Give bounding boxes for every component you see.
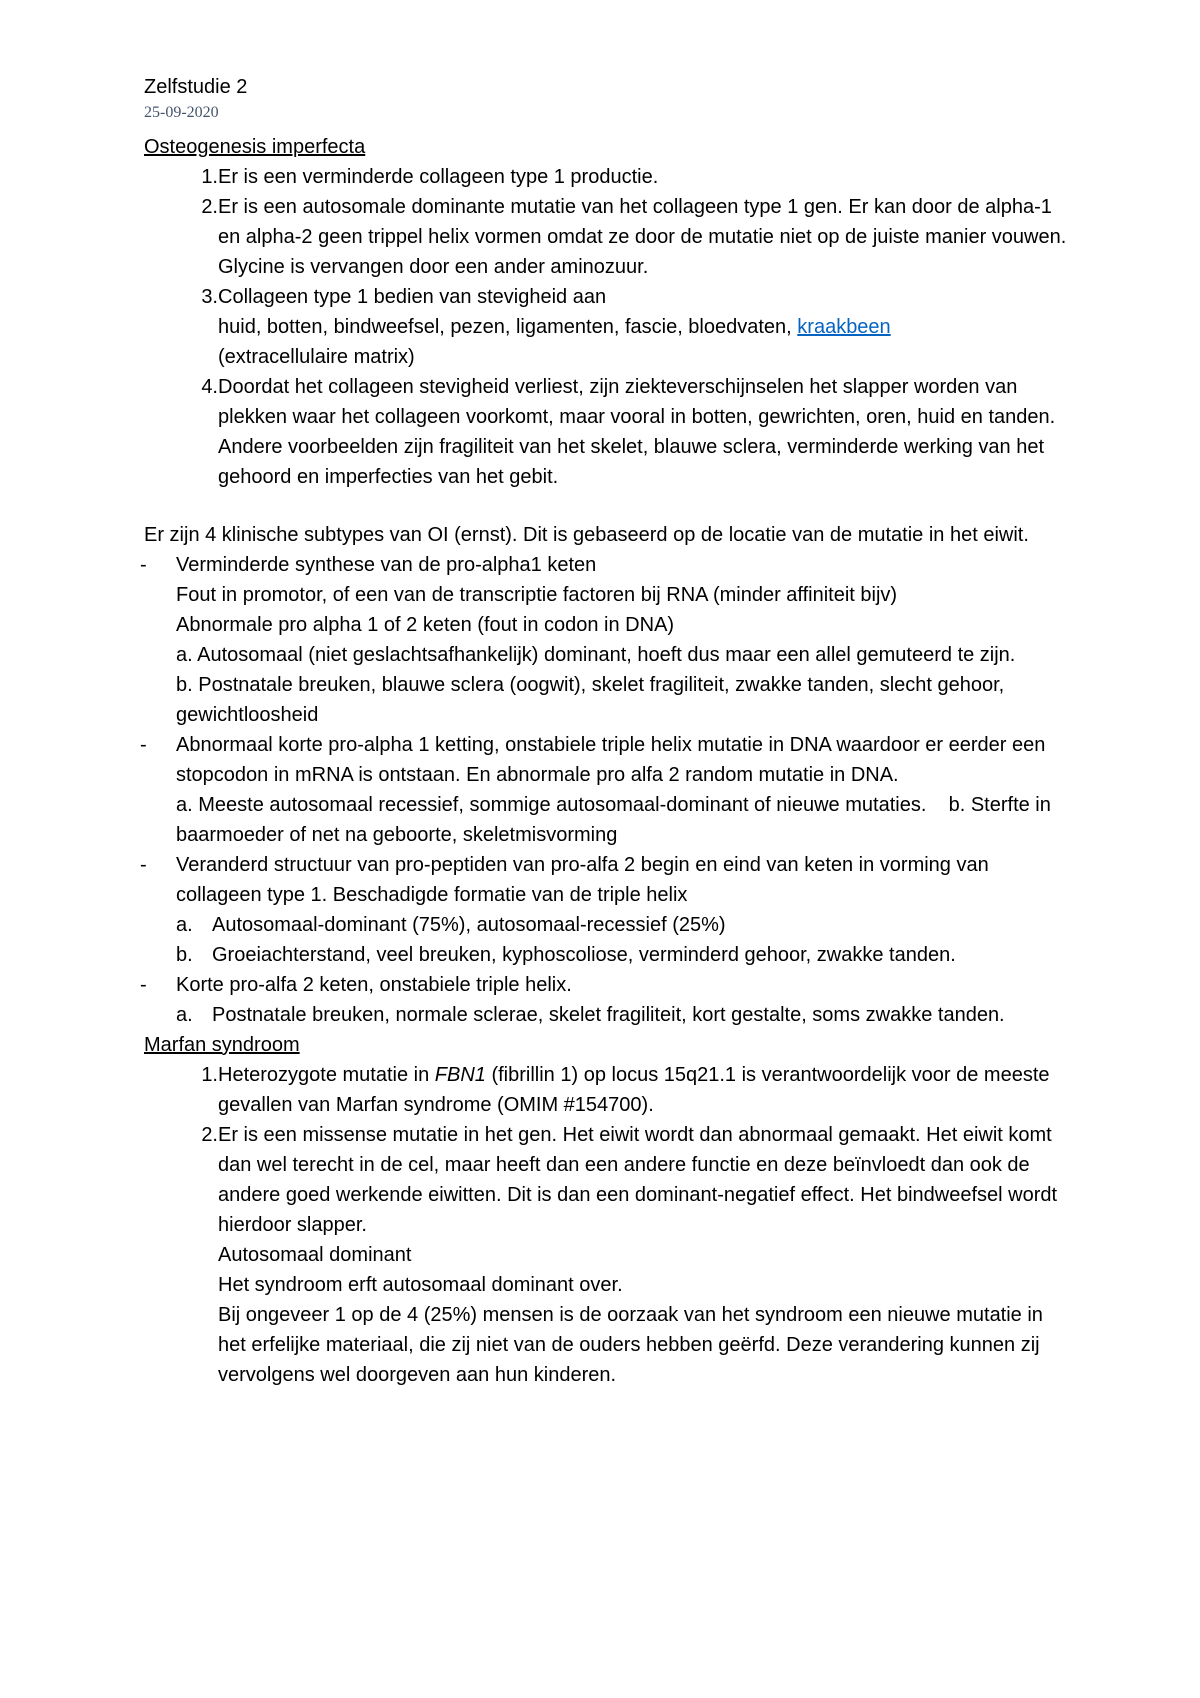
list-item-text: (extracellulaire matrix)	[218, 346, 415, 368]
bullet-body	[176, 730, 1074, 850]
list-item	[144, 1060, 1074, 1120]
list-item-body	[218, 282, 1074, 372]
list-item	[144, 192, 1074, 282]
list-item-text: Er is een verminderde collageen type 1 productie.	[218, 166, 659, 188]
list-item-text: Doordat het collageen stevigheid verliest, zijn ziekteverschijnselen het slapper worden van plekken waar het collageen voorkomt, maar vooral in botten, gewrichten, oren, huid en tanden. Andere voorbeelden zijn fragiliteit van het skelet, blauwe sclera, verminderde werking van het gehoord en imperfecties van het gebit.	[218, 376, 1056, 488]
list-number: 2.	[201, 196, 218, 218]
bullet-item	[140, 550, 1074, 730]
dash-bullet: -	[140, 734, 147, 756]
dash-bullet: -	[140, 854, 147, 876]
list-item-text: Er is een missense mutatie in het gen. Het eiwit wordt dan abnormaal gemaakt. Het eiwit komt dan wel terecht in de cel, maar heeft dan een andere functie en deze beïnvloedt dan ook de andere goed werkende eiwitten. Dit is dan een dominant-negatief effect. Het bindweefsel wordt hierdoor slapper.	[218, 1124, 1058, 1236]
document-title: Zelfstudie 2	[144, 76, 248, 98]
list-number: 1.	[201, 1064, 218, 1086]
bullet-text: Fout in promotor, of een van de transcriptie factoren bij RNA (minder affiniteit bijv)	[176, 584, 898, 606]
dash-bullet: -	[140, 974, 147, 996]
bullet-text: Abnormaal korte pro-alpha 1 ketting, onstabiele triple helix mutatie in DNA waardoor er eerder een stopcodon in mRNA is ontstaan. En abnormale pro alfa 2 random mutatie in DNA.	[176, 734, 1046, 786]
bullet-text: Korte pro-alfa 2 keten, onstabiele triple helix.	[176, 974, 572, 996]
sub-item	[176, 910, 1074, 940]
list-number: 2.	[201, 1124, 218, 1146]
sub-letter: a.	[176, 1004, 193, 1026]
sub-letter: a.	[176, 914, 193, 936]
bullet-body	[176, 850, 1074, 970]
sub-text: Postnatale breuken, normale sclerae, skelet fragiliteit, kort gestalte, soms zwakke tanden.	[212, 1004, 1005, 1026]
sub-item	[176, 1000, 1074, 1030]
list-item	[144, 372, 1074, 492]
dash-bullet: -	[140, 554, 147, 576]
sub-letter: b.	[176, 944, 193, 966]
list-number: 3.	[201, 286, 218, 308]
sub-item	[176, 940, 1074, 970]
bullet-text: a. Autosomaal (niet geslachtsafhankelijk) dominant, hoeft dus maar een allel gemuteerd te zijn.	[176, 644, 1016, 666]
bullet-item	[140, 970, 1074, 1030]
list-number: 1.	[201, 166, 218, 188]
sub-text: Groeiachterstand, veel breuken, kyphoscoliose, verminderd gehoor, zwakke tanden.	[212, 944, 956, 966]
bullet-item	[140, 850, 1074, 970]
bullet-text: Abnormale pro alpha 1 of 2 keten (fout in codon in DNA)	[176, 614, 675, 636]
bullet-text: Verminderde synthese van de pro-alpha1 keten	[176, 554, 597, 576]
list-item-text: Autosomaal dominant	[218, 1244, 412, 1266]
bullet-text: Veranderd structuur van pro-peptiden van pro-alfa 2 begin en eind van keten in vorming van collageen type 1. Beschadigde formatie van de triple helix	[176, 854, 989, 906]
list-item-text: Het syndroom erft autosomaal dominant over.	[218, 1274, 623, 1296]
bullet-text: a. Meeste autosomaal recessief, sommige autosomaal-dominant of nieuwe mutaties. b. Sterfte in baarmoeder of net na geboorte, skeletmisvorming	[176, 794, 1057, 846]
list-item	[144, 162, 1074, 192]
list-item-text: (fibrillin 1) op locus 15q21.1 is verantwoordelijk voor de meeste gevallen van Marfan syndrome (OMIM #154700).	[218, 1064, 1050, 1116]
section-heading-osteogenesis: Osteogenesis imperfecta	[144, 136, 366, 158]
section-heading-marfan: Marfan syndroom	[144, 1034, 300, 1056]
list-item-text: Bij ongeveer 1 op de 4 (25%) mensen is de oorzaak van het syndroom een nieuwe mutatie in het erfelijke materiaal, die zij niet van de ouders hebben geërfd. Deze verandering kunnen zij vervolgens wel doorgeven aan hun kinderen.	[218, 1304, 1043, 1386]
spacer	[144, 492, 1074, 520]
list-item-text: Heterozygote mutatie in	[218, 1064, 435, 1086]
sub-text: Autosomaal-dominant (75%), autosomaal-recessief (25%)	[212, 914, 726, 936]
kraakbeen-link[interactable]: kraakbeen	[797, 316, 891, 338]
document-date: 25-09-2020	[144, 104, 219, 121]
list-number: 4.	[201, 376, 218, 398]
bullet-item	[140, 730, 1074, 850]
gene-name: FBN1	[434, 1064, 486, 1086]
list-item-text: Collageen type 1 bedien van stevigheid aan	[218, 286, 607, 308]
bullet-body	[176, 970, 1074, 1030]
list-item-text: Er is een autosomale dominante mutatie van het collageen type 1 gen. Er kan door de alpha-1 en alpha-2 geen trippel helix vormen omdat ze door de mutatie niet op de juiste manier vouwen. Glycine is vervangen door een ander aminozuur.	[218, 196, 1067, 278]
list-item-body	[218, 1060, 1074, 1120]
list-item-body	[218, 1120, 1074, 1390]
list-item	[144, 282, 1074, 372]
list-item	[144, 1120, 1074, 1390]
list-item-text: huid, botten, bindweefsel, pezen, ligamenten, fascie, bloedvaten,	[218, 316, 798, 338]
bullet-text: b. Postnatale breuken, blauwe sclera (oogwit), skelet fragiliteit, zwakke tanden, slecht gehoor, gewichtloosheid	[176, 674, 1005, 726]
list-item-text-with-link	[218, 312, 1074, 342]
paragraph-intro: Er zijn 4 klinische subtypes van OI (ernst). Dit is gebaseerd op de locatie van de mutatie in het eiwit.	[144, 524, 1029, 546]
document-page	[140, 72, 1074, 1390]
bullet-body	[176, 550, 1074, 730]
